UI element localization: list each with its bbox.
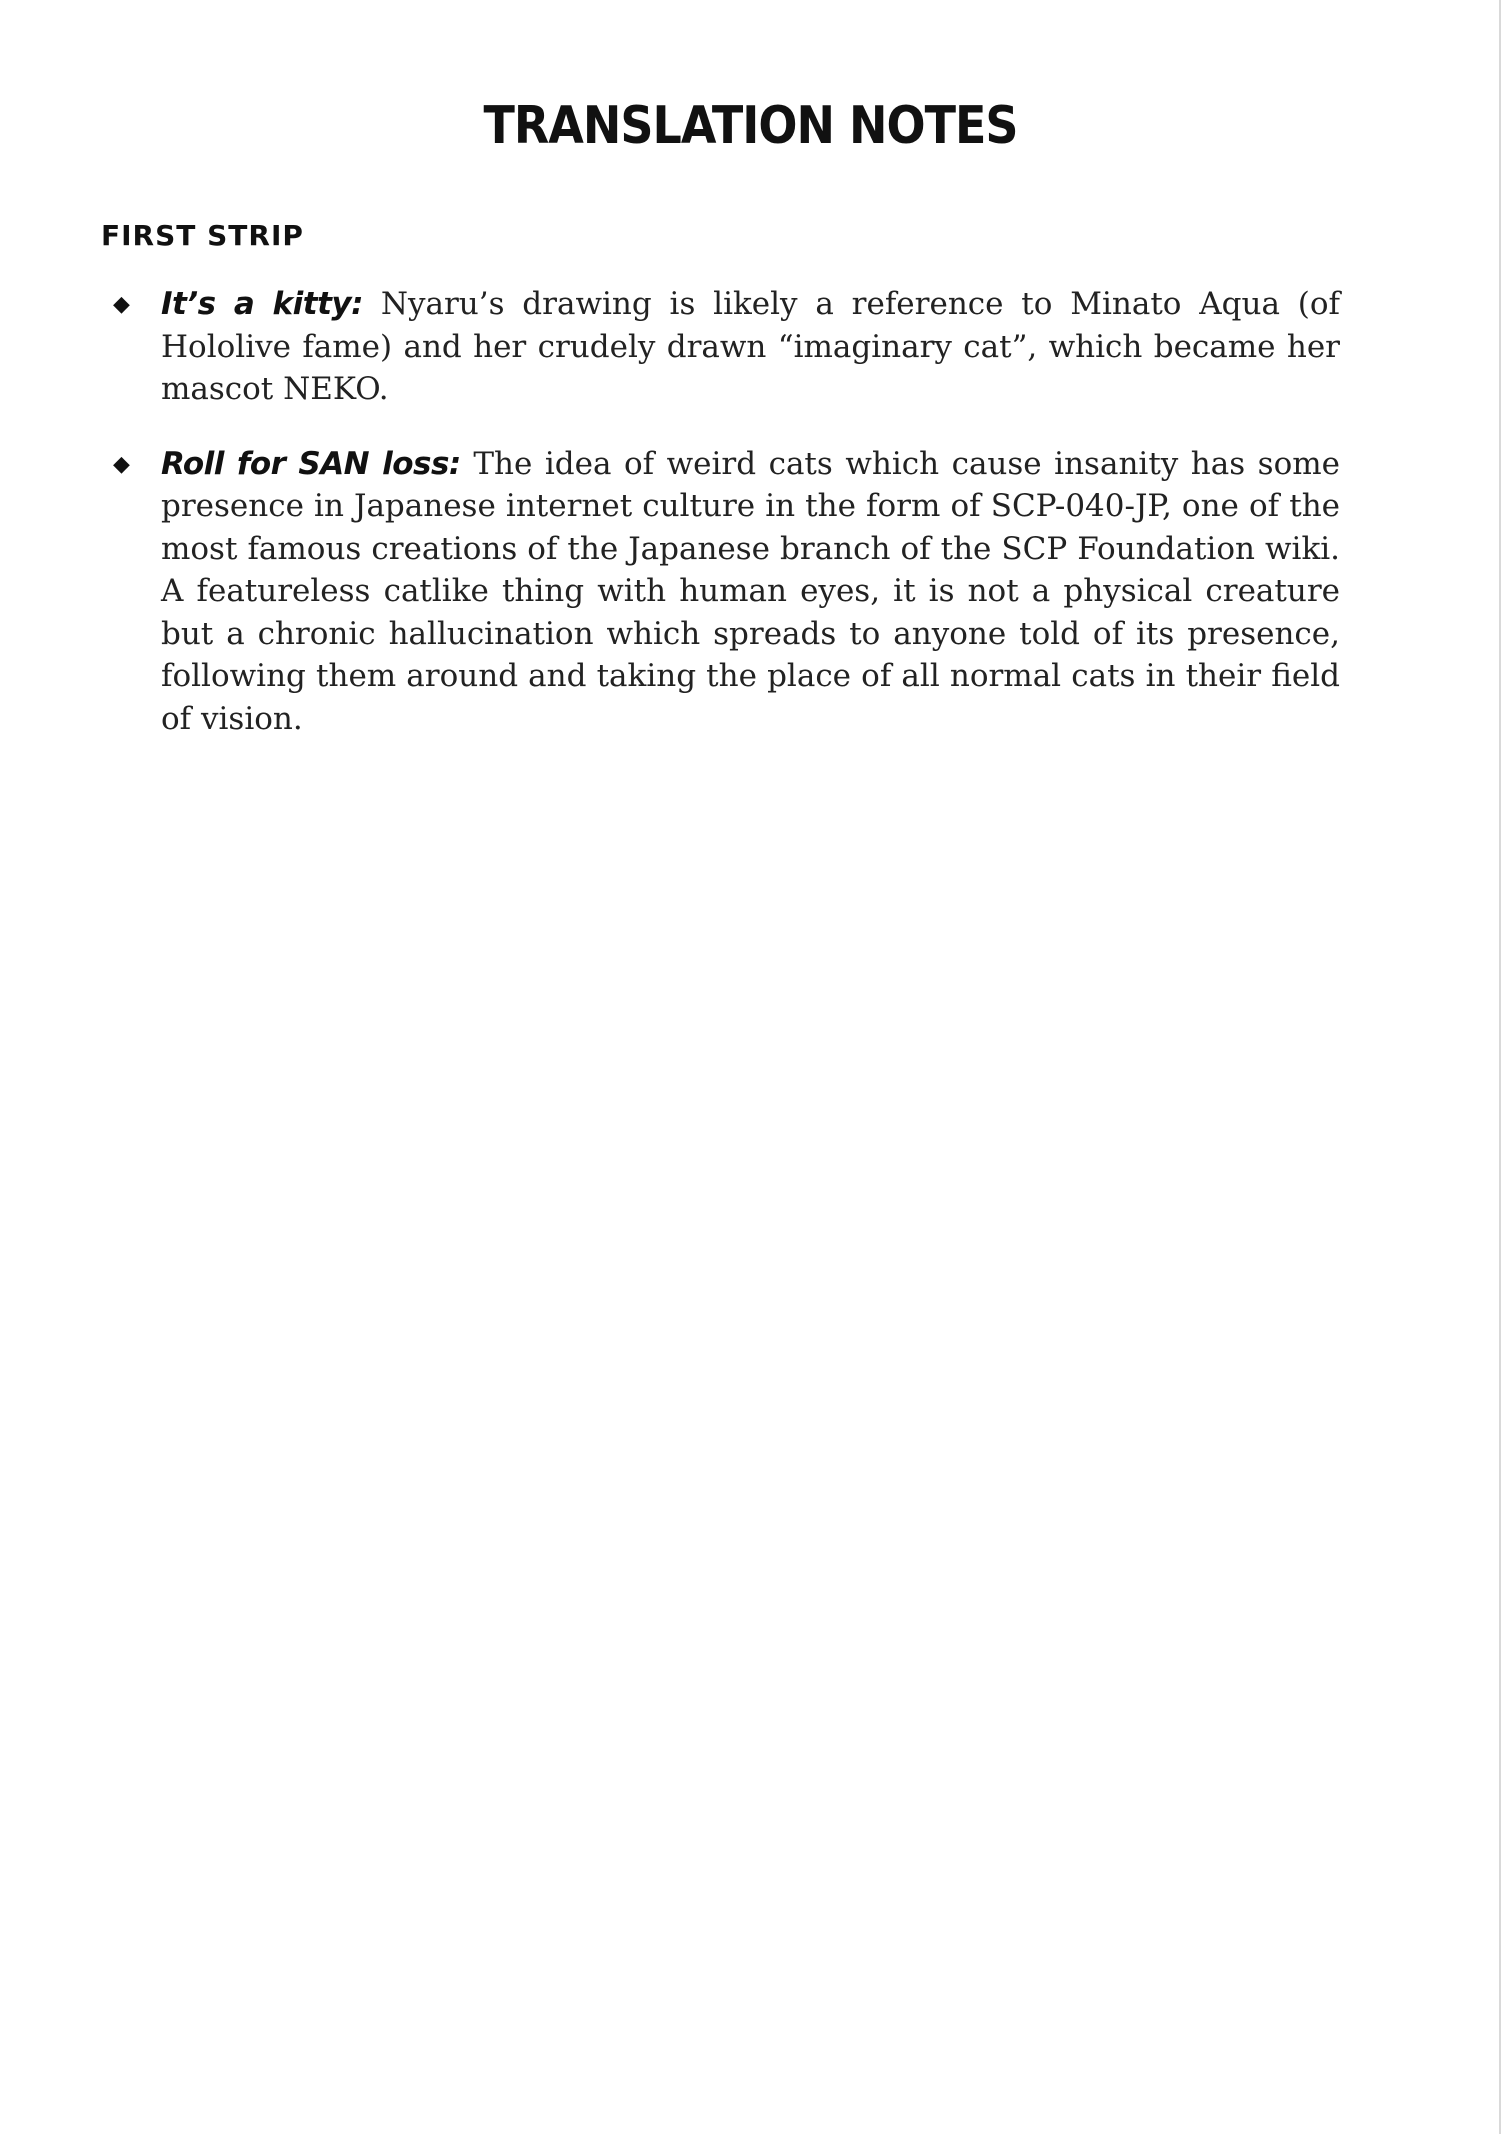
note-term: It’s a kitty: [161, 286, 363, 322]
note-text: Nyaru’s drawing is likely a reference to Minato Aqua (of Hololive fame) and her crudely drawn “imaginary cat”, which became her mascot NEKO. [161, 286, 1341, 407]
note-item [101, 443, 1340, 741]
page-title: TRANSLATION NOTES [483, 94, 1018, 156]
diamond-bullet-icon: ◆ [113, 292, 130, 317]
diamond-bullet-icon: ◆ [113, 451, 130, 477]
note-term: Roll for SAN loss: [161, 445, 461, 482]
notes-list [101, 283, 1340, 772]
note-item [101, 283, 1340, 411]
note-text: The idea of weird cats which cause insanity has some presence in Japanese internet culture in the form of SCP-040-JP, one of the most famous creations of the Japanese branch of the SCP Foundation wiki. A featureless catlike thing with human eyes, it is not a physical creature but a chronic hallucination which spreads to anyone told of its presence, following them around and taking the place of all normal cats in their field of vision. [161, 445, 1340, 737]
section-heading: FIRST STRIP [101, 219, 304, 252]
